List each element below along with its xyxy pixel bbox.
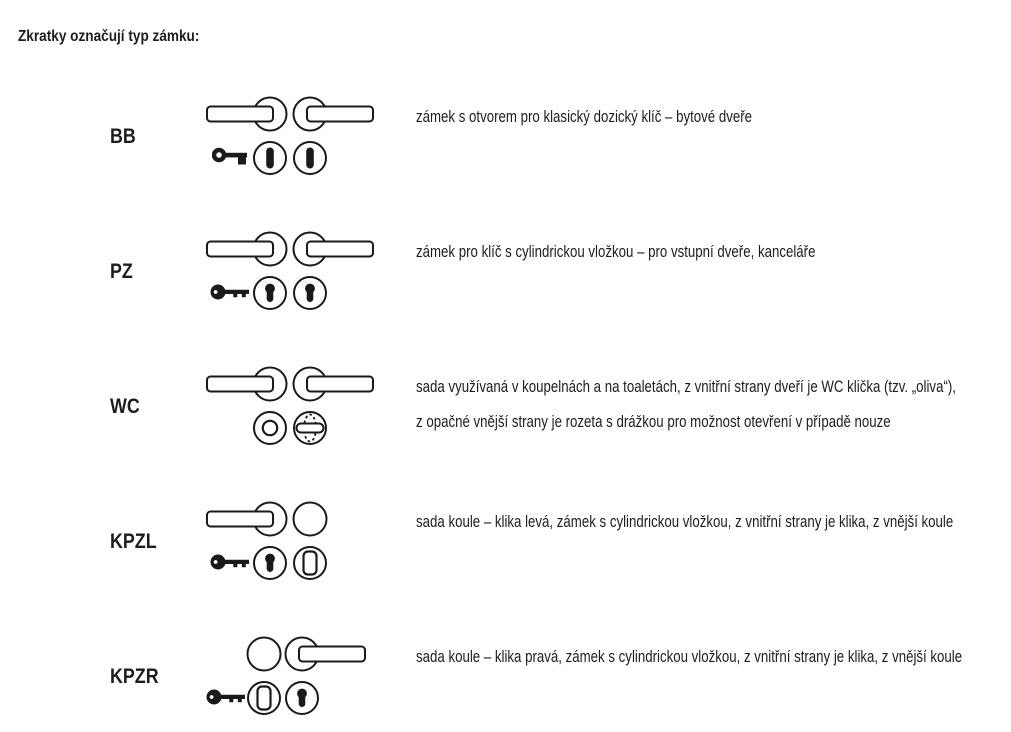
page-title: Zkratky označují typ zámku: xyxy=(18,28,200,45)
lever-handle-left-icon xyxy=(207,98,287,131)
lever-handle-right-icon xyxy=(294,233,374,266)
knob-icon xyxy=(294,503,327,536)
lever-handle-left-icon xyxy=(207,368,287,401)
lock-description-kpzr: sada koule – klika pravá, zámek s cylindrickou vložkou, z vnitřní strany je klika, z vnější koule xyxy=(416,647,963,666)
pz-keyhole-rosette-icon xyxy=(254,277,286,309)
blind-rosette-icon xyxy=(294,547,326,579)
lock-code-pz: PZ xyxy=(110,260,133,283)
lever-handle-right-icon xyxy=(286,638,366,671)
cylinder-key-icon xyxy=(211,555,250,570)
lock-code-wc: WC xyxy=(110,395,140,418)
lever-handle-left-icon xyxy=(207,503,287,536)
lock-type-row-kpzr xyxy=(18,636,1011,718)
emergency-release-rosette-icon xyxy=(254,412,286,444)
lock-icon-set-kpzl xyxy=(206,501,392,583)
lock-type-row-wc xyxy=(18,366,1011,448)
lock-description-pz: zámek pro klíč s cylindrickou vložkou – pro vstupní dveře, kanceláře xyxy=(416,242,816,261)
lock-description-kpzl: sada koule – klika levá, zámek s cylindrickou vložkou, z vnitřní strany je klika, z vnější koule xyxy=(416,512,954,531)
lever-handle-right-icon xyxy=(294,368,374,401)
blind-rosette-icon xyxy=(248,682,280,714)
lock-icon-set-kpzr xyxy=(206,636,392,718)
bb-keyhole-rosette-icon xyxy=(294,142,326,174)
lock-code-bb: BB xyxy=(110,125,136,148)
bb-keyhole-rosette-icon xyxy=(254,142,286,174)
pz-keyhole-rosette-icon xyxy=(294,277,326,309)
lock-icon-set-pz xyxy=(206,231,392,313)
lock-type-row-bb xyxy=(18,96,1011,178)
lever-handle-right-icon xyxy=(294,98,374,131)
lock-code-kpzl: KPZL xyxy=(110,530,157,553)
pz-keyhole-rosette-icon xyxy=(254,547,286,579)
lock-icon-set-wc xyxy=(206,366,392,448)
lock-description-wc: sada využívaná v koupelnách a na toaletách, z vnitřní strany dveří je WC klička (tzv. „oliva“), z opačné vnější strany je rozeta s drážkou pro možnost otevření v případě nouze xyxy=(416,377,956,431)
cylinder-key-icon xyxy=(211,285,250,300)
lock-type-rows xyxy=(18,96,1011,718)
pz-keyhole-rosette-icon xyxy=(286,682,318,714)
lock-type-row-pz xyxy=(18,231,1011,313)
lock-code-kpzr: KPZR xyxy=(110,665,159,688)
lever-handle-left-icon xyxy=(207,233,287,266)
lock-description-bb: zámek s otvorem pro klasický dozický klíč – bytové dveře xyxy=(416,107,753,126)
wc-turn-oliva-rosette-icon xyxy=(294,412,326,444)
knob-icon xyxy=(248,638,281,671)
cylinder-key-icon xyxy=(207,690,246,705)
lock-icon-set-bb xyxy=(206,96,392,178)
lock-type-row-kpzl xyxy=(18,501,1011,583)
classic-bit-key-icon xyxy=(214,150,247,165)
